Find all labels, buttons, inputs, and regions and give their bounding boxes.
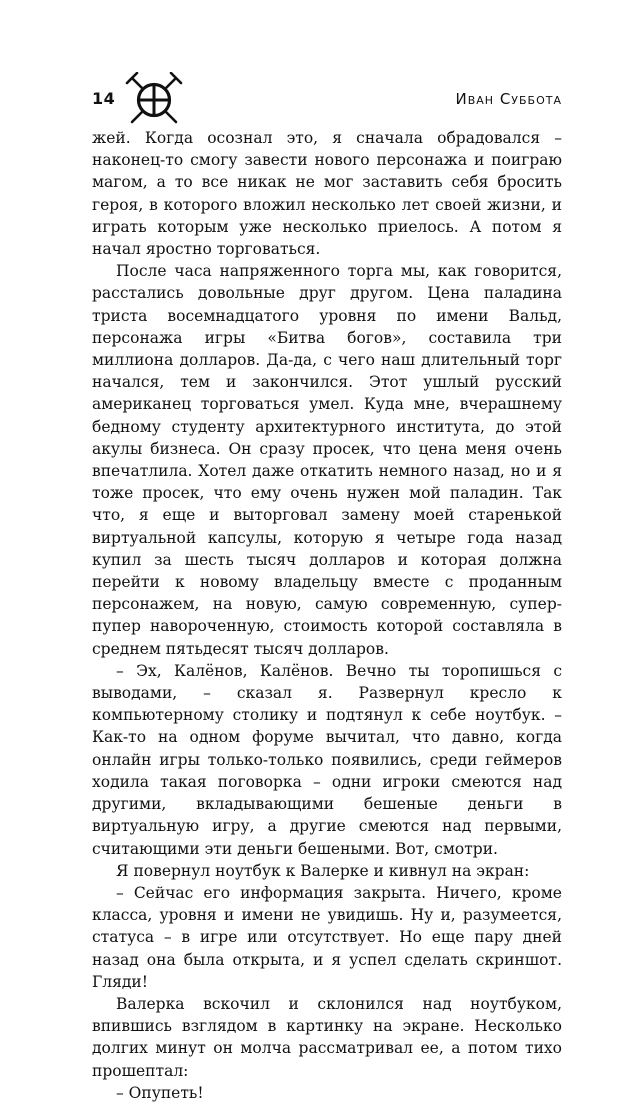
crossed-swords-shield-icon — [124, 72, 184, 128]
paragraph-6: Валерка вскочил и склонился над ноутбуком, впившись взглядом в картинку на экране. Несколько долгих минут он молча рассматривал ее, а потом тихо прошептал: — [92, 994, 562, 1080]
paragraph-2: После часа напряженного торга мы, как говорится, расстались довольные друг другом. Цена паладина триста восемнадцатого уровня по имени Вальд, персонажа игры «Битва богов», составила три миллиона долларов. Да-да, с чего наш длительный торг начался, тем и закончился. Этот ушлый русский американец торговаться умел. Куда мне, вчерашнему бедному студенту архитектурного института, до этой акулы бизнеса. Он сразу просек, что цена меня очень впечатлила. Хотел даже откатить немного назад, но и я тоже просек, что ему очень нужен мой паладин. Так что, я еще и выторговал замену моей старенькой виртуальной капсулы, которую я четыре года назад купил за шесть тысяч долларов и которая должна перейти к новому владельцу вместе с проданным персонажем, на новую, самую современную, супер-пупер навороченную, стоимость которой составляла в среднем пятьдесят тысяч долларов. — [92, 262, 562, 658]
paragraph-4: Я повернул ноутбук к Валерке и кивнул на экран: — [116, 861, 530, 880]
body-text — [92, 127, 562, 1104]
paragraph-1: жей. Когда осознал это, я сначала обрадовался – наконец-то смогу завести нового персонажа и поиграю магом, а то все никак не мог заставить себя бросить героя, в которого вложил несколько лет своей жизни, и играть которым уже несколько приелось. А потом я начал яростно торговаться. — [92, 129, 562, 259]
running-head-author: Иван Суббота — [455, 90, 562, 108]
paragraph-3: – Эх, Калёнов, Калёнов. Вечно ты торопишься с выводами, – сказал я. Развернул кресло к компьютерному столику и подтянул к себе ноутбук. – Как-то на одном форуме вычитал, что давно, когда онлайн игры только-только появились, среди геймеров ходила такая поговорка – одни игроки смеются над другими, вкладывающими бешеные деньги в виртуальную игру, а другие смеются над первыми, считающими эти деньги бешеными. Вот, смотри. — [92, 661, 562, 858]
paragraph-7: – Опупеть! — [116, 1083, 204, 1102]
paragraph-5: – Сейчас его информация закрыта. Ничего, кроме класса, уровня и имени не увидишь. Ну и, разумеется, статуса – в игре или отсутствует. Но еще пару дней назад она была открыта, и я успел сделать скриншот. Гляди! — [92, 883, 562, 991]
page-number: 14 — [92, 89, 116, 108]
